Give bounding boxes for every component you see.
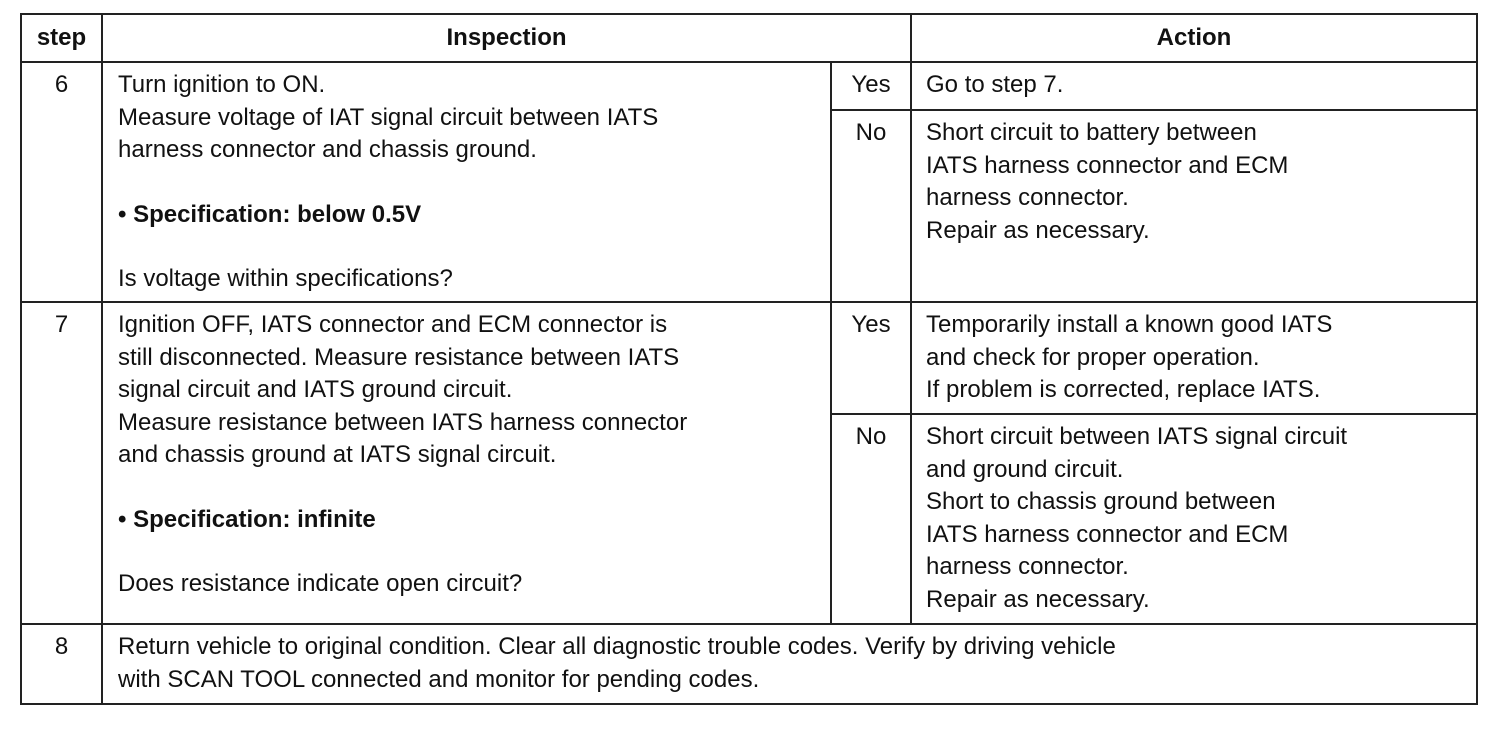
text-line: with SCAN TOOL connected and monitor for pending codes. xyxy=(118,665,760,693)
action-line: IATS harness connector and ECM xyxy=(926,520,1289,548)
inspection-line: Turn ignition to ON. xyxy=(118,71,326,98)
inspection-question: Is voltage within specifications? xyxy=(118,265,453,292)
yes-action xyxy=(911,302,1477,414)
inspection-line: Measure resistance between IATS harness connector xyxy=(118,408,688,436)
action-line: harness connector. xyxy=(926,553,1129,580)
action-line: Short circuit to battery between xyxy=(926,119,1257,146)
action-line: Short circuit between IATS signal circuit xyxy=(926,423,1348,450)
yes-label: Yes xyxy=(831,302,911,414)
no-label: No xyxy=(831,414,911,624)
yes-label: Yes xyxy=(831,62,911,110)
step-number: 7 xyxy=(21,302,102,624)
no-action xyxy=(911,414,1477,624)
inspection-line: and chassis ground at IATS signal circuit. xyxy=(118,441,557,468)
final-step-text xyxy=(102,624,1477,704)
action-line: Repair as necessary. xyxy=(926,216,1150,244)
diagnostic-table xyxy=(20,13,1478,705)
header-step: step xyxy=(21,14,102,62)
specification: • Specification: infinite xyxy=(118,505,376,533)
header-inspection: Inspection xyxy=(102,14,911,62)
text-line: Return vehicle to original condition. Clear all diagnostic trouble codes. Verify by driving vehicle xyxy=(118,633,1116,660)
inspection-line: Ignition OFF, IATS connector and ECM connector is xyxy=(118,311,668,338)
inspection-line: still disconnected. Measure resistance between IATS xyxy=(118,343,680,371)
action-line: IATS harness connector and ECM xyxy=(926,151,1289,179)
no-action xyxy=(911,110,1477,302)
header-row xyxy=(21,14,1477,62)
inspection-line: signal circuit and IATS ground circuit. xyxy=(118,376,513,403)
action-line: Temporarily install a known good IATS xyxy=(926,311,1333,338)
step-number: 6 xyxy=(21,62,102,302)
inspection-cell xyxy=(102,302,831,624)
action-line: Go to step 7. xyxy=(926,71,1064,98)
no-label: No xyxy=(831,110,911,302)
table-row xyxy=(21,624,1477,704)
action-line: If problem is corrected, replace IATS. xyxy=(926,376,1321,403)
specification: • Specification: below 0.5V xyxy=(118,200,422,228)
inspection-question: Does resistance indicate open circuit? xyxy=(118,570,523,597)
inspection-cell xyxy=(102,62,831,302)
action-line: Repair as necessary. xyxy=(926,585,1150,613)
table-row xyxy=(21,62,1477,110)
inspection-line: harness connector and chassis ground. xyxy=(118,136,537,163)
header-action: Action xyxy=(911,14,1477,62)
action-line: Short to chassis ground between xyxy=(926,488,1276,515)
step-number: 8 xyxy=(21,624,102,704)
action-line: and ground circuit. xyxy=(926,455,1124,483)
inspection-line: Measure voltage of IAT signal circuit between IATS xyxy=(118,103,659,131)
table-row xyxy=(21,302,1477,414)
action-line: harness connector. xyxy=(926,184,1129,211)
action-line: and check for proper operation. xyxy=(926,343,1260,371)
yes-action xyxy=(911,62,1477,110)
